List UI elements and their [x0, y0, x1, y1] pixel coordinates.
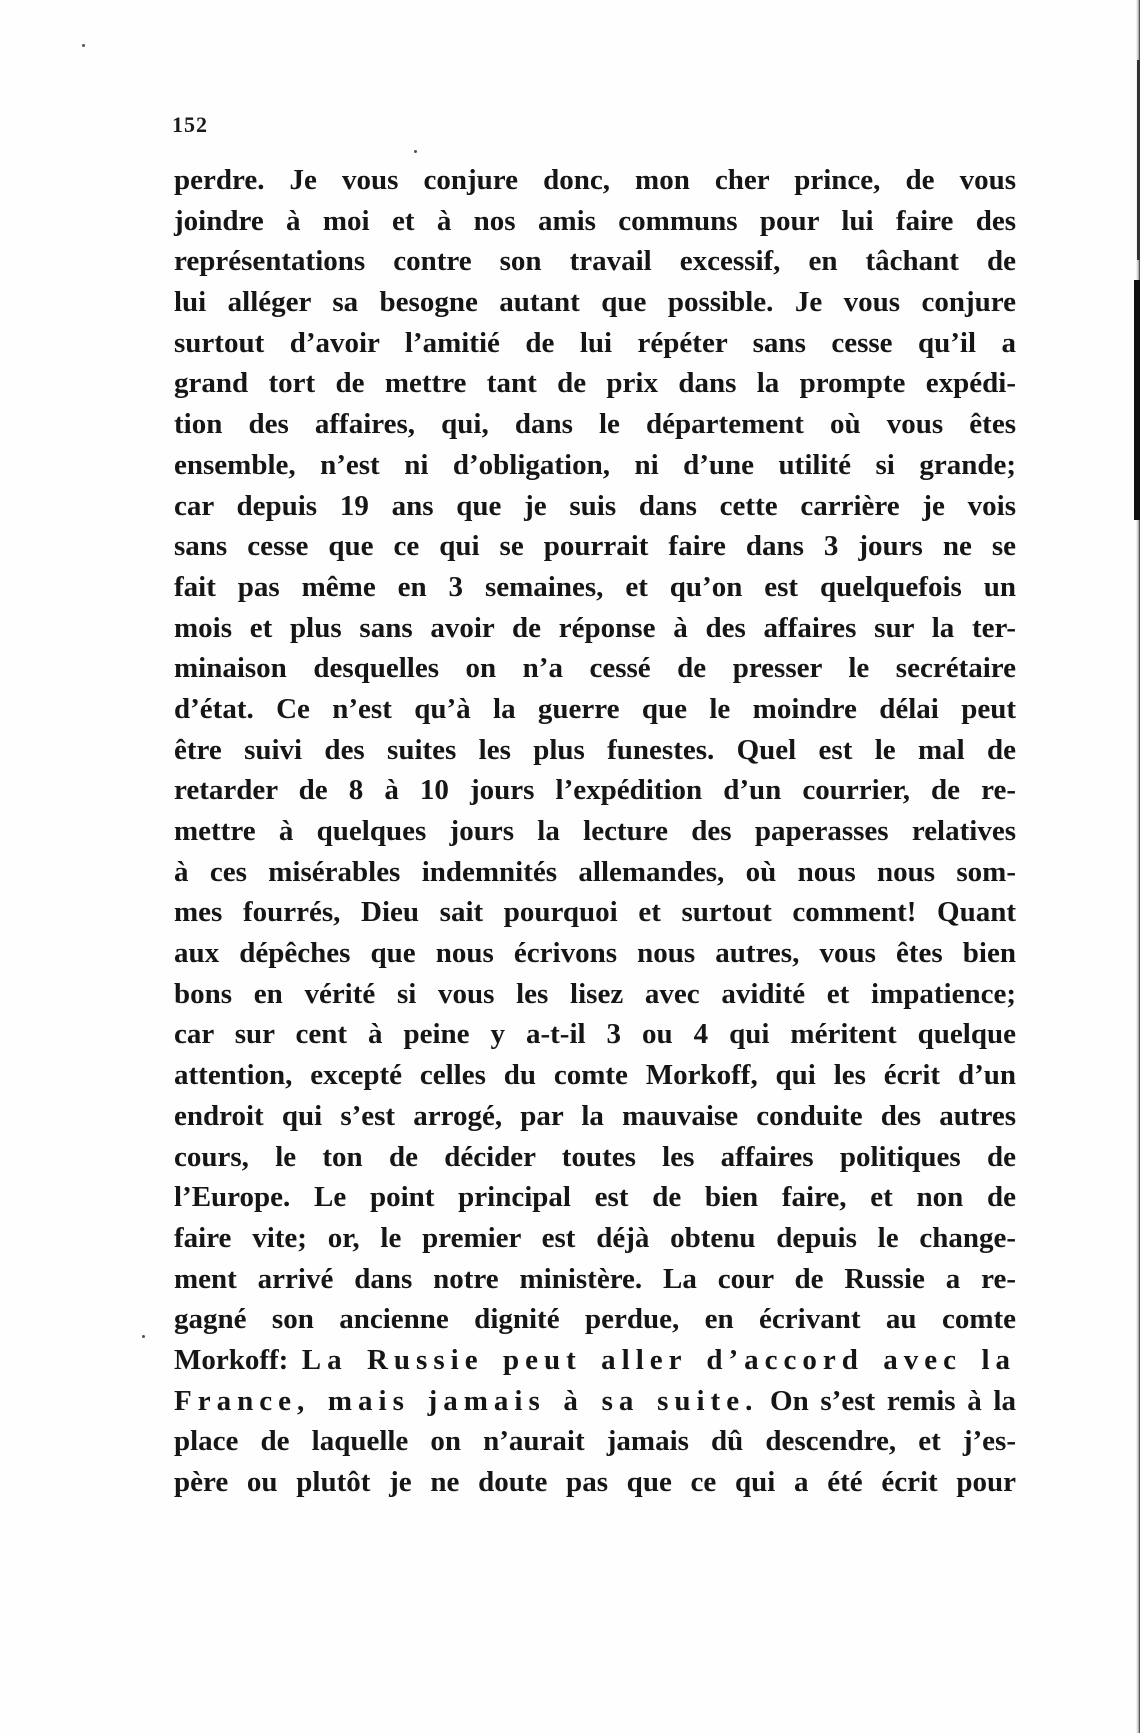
- text-line: perdre. Je vous conjure donc, mon cher prince, de vous: [174, 164, 1016, 196]
- scan-edge-mark: [1134, 280, 1140, 520]
- scan-speck: [82, 44, 85, 47]
- text-line: mettre à quelques jours la lecture des paperasses relatives: [174, 815, 1016, 847]
- text-line: tion des affaires, qui, dans le département où vous êtes: [174, 408, 1016, 441]
- text-line: d’état. Ce n’est qu’à la guerre que le moindre délai peut: [174, 692, 1016, 725]
- text-line: mois et plus sans avoir de réponse à des affaires sur la ter-: [174, 611, 1016, 644]
- text-line: fait pas même en 3 semaines, et qu’on est quelquefois un: [174, 570, 1016, 603]
- text-line: aux dépêches que nous écrivons nous autres, vous êtes bien: [174, 937, 1016, 970]
- quoted-spaced-text: France, mais jamais à sa suite.: [174, 1384, 759, 1417]
- text-line: l’Europe. Le point principal est de bien faire, et non de: [174, 1181, 1016, 1214]
- text-line: retarder de 8 à 10 jours l’expédition d’un courrier, de re-: [174, 774, 1016, 807]
- text-line: minaison desquelles on n’a cessé de presser le secrétaire: [174, 652, 1016, 685]
- scan-speck: [414, 150, 417, 153]
- text-line: surtout d’avoir l’amitié de lui répéter sans cesse qu’il a: [174, 326, 1016, 359]
- text-line: lui alléger sa besogne autant que possible. Je vous conjure: [174, 286, 1016, 319]
- text-line: gagné son ancienne dignité perdue, en écrivant au comte: [174, 1303, 1016, 1336]
- text-segment: Morkoff:: [174, 1343, 302, 1376]
- text-line: père ou plutôt je ne doute pas que ce qui a été écrit pour: [174, 1466, 1016, 1498]
- text-line: mes fourrés, Dieu sait pourquoi et surtout comment! Quant: [174, 896, 1016, 929]
- quoted-spaced-text: La Russie peut aller d’accord avec la: [301, 1343, 1016, 1376]
- text-line: grand tort de mettre tant de prix dans la prompte expédi-: [174, 367, 1016, 400]
- text-segment: On s’est remis à la: [758, 1384, 1016, 1417]
- text-line: car sur cent à peine y a-t-il 3 ou 4 qui méritent quelque: [174, 1018, 1016, 1051]
- page-number: 152: [172, 112, 208, 137]
- text-line: ensemble, n’est ni d’obligation, ni d’une utilité si grande;: [174, 448, 1016, 481]
- text-line: joindre à moi et à nos amis communs pour lui faire des: [174, 204, 1016, 237]
- scan-speck: [142, 1335, 145, 1338]
- text-line: sans cesse que ce qui se pourrait faire dans 3 jours ne se: [174, 530, 1016, 563]
- text-line: endroit qui s’est arrogé, par la mauvaise conduite des autres: [174, 1099, 1016, 1132]
- text-line: représentations contre son travail excessif, en tâchant de: [174, 245, 1016, 278]
- text-line: attention, excepté celles du comte Morkoff, qui les écrit d’un: [174, 1059, 1016, 1092]
- text-line: être suivi des suites les plus funestes. Quel est le mal de: [174, 733, 1016, 766]
- text-line: à ces misérables indemnités allemandes, où nous nous som-: [174, 855, 1016, 888]
- text-line-quote-start: [174, 1340, 1016, 1381]
- text-line: ment arrivé dans notre ministère. La cour de Russie a re-: [174, 1262, 1016, 1295]
- text-line: cours, le ton de décider toutes les affaires politiques de: [174, 1140, 1016, 1173]
- text-line: place de laquelle on n’aurait jamais dû descendre, et j’es-: [174, 1425, 1016, 1458]
- text-line-quote-end: [174, 1381, 1016, 1422]
- text-line: bons en vérité si vous les lisez avec avidité et impatience;: [174, 977, 1016, 1010]
- text-line: faire vite; or, le premier est déjà obtenu depuis le change-: [174, 1221, 1016, 1254]
- text-line: car depuis 19 ans que je suis dans cette carrière je vois: [174, 489, 1016, 522]
- body-text: [174, 160, 1016, 1503]
